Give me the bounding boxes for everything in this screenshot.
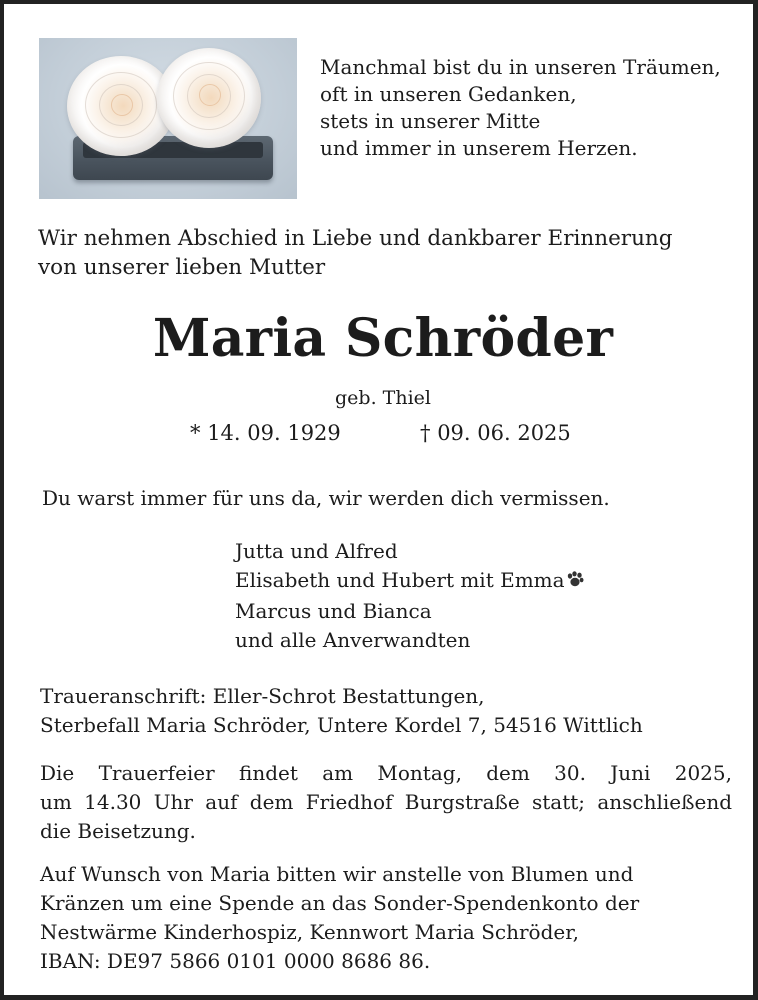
family-line: Marcus und Bianca xyxy=(235,599,432,623)
address-line: Traueranschrift: Eller-Schrot Bestattungen, xyxy=(40,684,485,708)
intro-line: von unserer lieben Mutter xyxy=(38,255,326,280)
intro-line: Wir nehmen Abschied in Liebe und dankbarer Erinnerung xyxy=(38,226,673,251)
deceased-name: Maria Schröder xyxy=(152,308,614,369)
birth-date: 14. 09. 1929 xyxy=(207,421,341,445)
verse-line: stets in unserer Mitte xyxy=(320,109,541,133)
donation-request xyxy=(40,860,732,976)
life-dates xyxy=(4,421,758,451)
intro-text xyxy=(38,224,738,282)
maiden-name: geb. Thiel xyxy=(335,387,431,409)
verse-line: und immer in unserem Herzen. xyxy=(320,136,638,160)
family-line: Elisabeth und Hubert mit Emma xyxy=(235,568,565,592)
address-line: Sterbefall Maria Schröder, Untere Kordel 7, 54516 Wittlich xyxy=(40,713,643,737)
donation-line: Nestwärme Kinderhospiz, Kennwort Maria Schröder, xyxy=(40,920,579,944)
donation-line: Auf Wunsch von Maria bitten wir anstelle von Blumen und xyxy=(40,862,634,886)
birth-star-icon: * xyxy=(190,421,201,445)
poem-verse xyxy=(320,54,750,162)
ceremony-line: Die Trauerfeier findet am Montag, dem 30. Juni 2025, xyxy=(40,761,732,785)
verse-line: Manchmal bist du in unseren Träumen, xyxy=(320,55,721,79)
paw-print-icon xyxy=(566,568,584,597)
verse-line: oft in unseren Gedanken, xyxy=(320,82,577,106)
farewell-text: Du warst immer für uns da, wir werden dich vermissen. xyxy=(42,486,610,510)
funeral-ceremony-info xyxy=(40,759,732,846)
family-list xyxy=(235,537,735,655)
family-line-with-pet xyxy=(235,566,735,597)
roses-photo xyxy=(39,38,297,199)
donation-line: Kränzen um eine Spende an das Sonder-Spendenkonto der xyxy=(40,891,640,915)
birth-date-group xyxy=(190,421,341,445)
family-line: Jutta und Alfred xyxy=(235,539,398,563)
death-cross-icon: † xyxy=(420,421,431,445)
death-date: 09. 06. 2025 xyxy=(437,421,571,445)
family-line: und alle Anverwandten xyxy=(235,628,471,652)
ceremony-line: die Beisetzung. xyxy=(40,819,196,843)
ceremony-line: um 14.30 Uhr auf dem Friedhof Burgstraße statt; anschließend xyxy=(40,790,732,814)
donation-iban: IBAN: DE97 5866 0101 0000 8686 86. xyxy=(40,949,431,973)
mourning-address xyxy=(40,682,732,740)
rose-right xyxy=(157,48,261,148)
death-date-group xyxy=(420,421,571,445)
